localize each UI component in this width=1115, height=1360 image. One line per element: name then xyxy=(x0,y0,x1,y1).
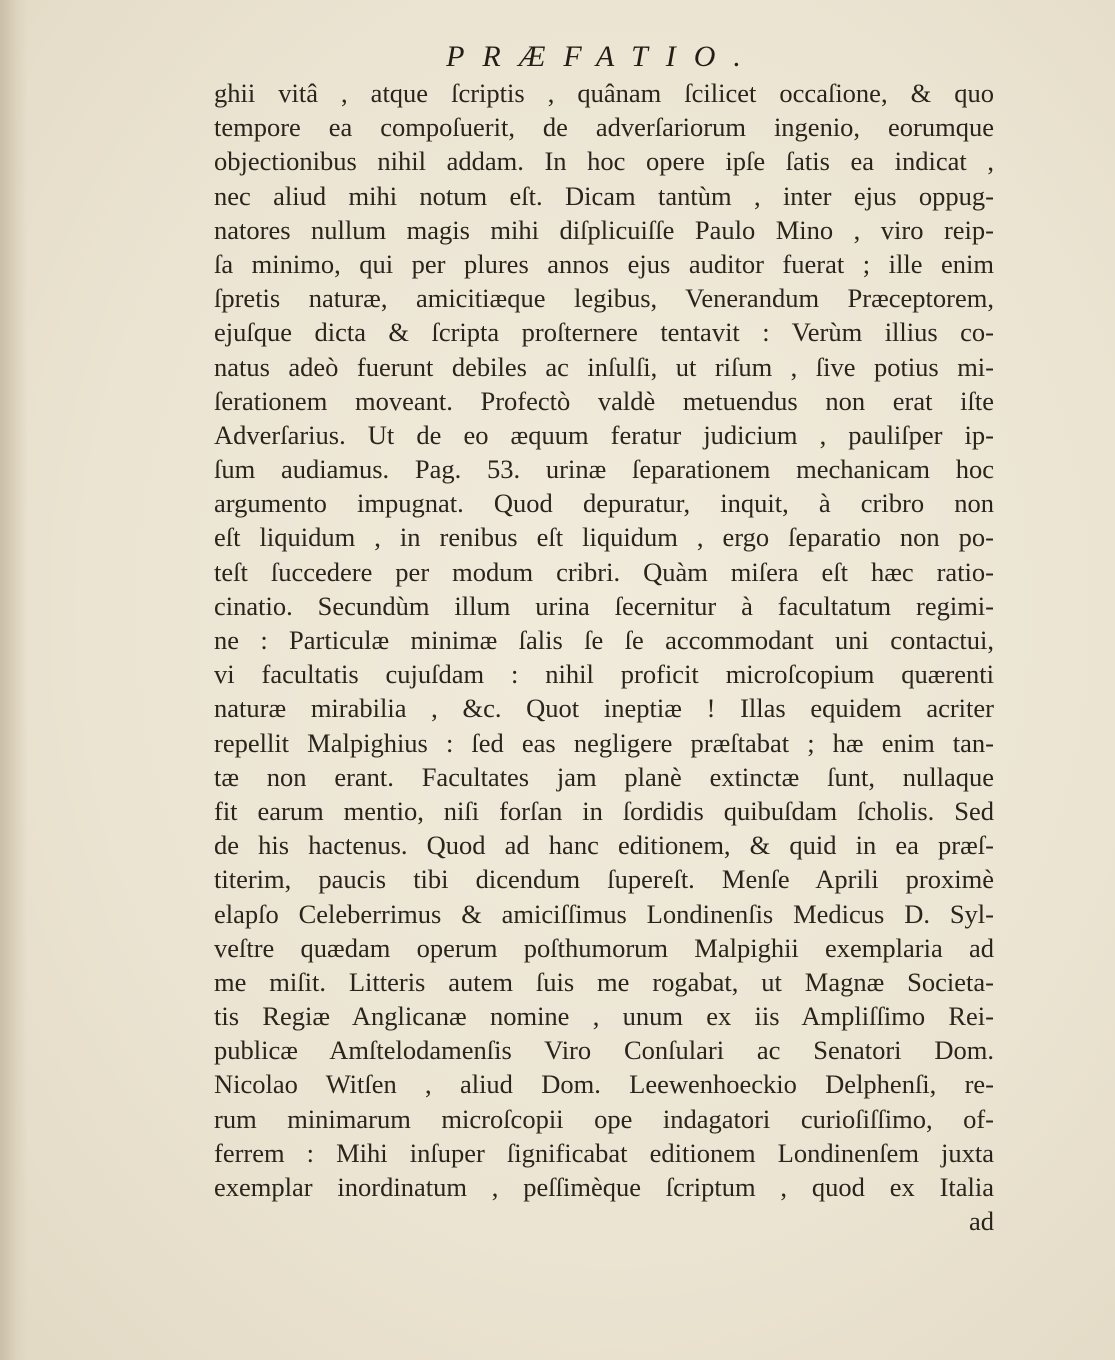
text-line: argumento impugnat. Quod depuratur, inquit, à cribro non xyxy=(214,488,994,519)
text-line: eſt liquidum , in renibus eſt liquidum , ergo ſeparatio non po- xyxy=(214,522,994,553)
body-text xyxy=(214,76,994,1238)
text-line: tæ non erant. Facultates jam planè extinctæ ſunt, nullaque xyxy=(214,761,994,792)
text-line: vi facultatis cujuſdam : nihil proficit microſcopium quærenti xyxy=(214,659,994,690)
text-line: titerim, paucis tibi dicendum ſupereſt. Menſe Aprili proximè xyxy=(214,864,994,895)
text-line: publicæ Amſtelodamenſis Viro Conſulari ac Senatori Dom. xyxy=(214,1035,994,1066)
text-line: natus adeò fuerunt debiles ac inſulſi, ut riſum , ſive potius mi- xyxy=(214,351,994,382)
text-line: de his hactenus. Quod ad hanc editionem, & quid in ea præſ- xyxy=(214,830,994,861)
text-line: exemplar inordinatum , peſſimèque ſcriptum , quod ex Italia xyxy=(214,1172,994,1202)
text-line: ſerationem moveant. Profectò valdè metuendus non erat iſte xyxy=(214,385,994,416)
text-line: veſtre quædam operum poſthumorum Malpighii exemplaria ad xyxy=(214,932,994,963)
text-line: ſa minimo, qui per plures annos ejus auditor fuerat ; ille enim xyxy=(214,248,994,279)
text-line: naturæ mirabilia , &c. Quot ineptiæ ! Illas equidem acriter xyxy=(214,693,994,724)
text-line: ferrem : Mihi inſuper ſignificabat editionem Londinenſem juxta xyxy=(214,1137,994,1168)
text-line: Nicolao Witſen , aliud Dom. Leewenhoeckio Delphenſi, re- xyxy=(214,1069,994,1100)
text-line: teſt ſuccedere per modum cribri. Quàm miſera eſt hæc ratio- xyxy=(214,556,994,587)
page-gutter-shadow xyxy=(0,0,28,1360)
text-line: natores nullum magis mihi diſplicuiſſe Paulo Mino , viro reip- xyxy=(214,214,994,245)
text-line: me miſit. Litteris autem ſuis me rogabat, ut Magnæ Societa- xyxy=(214,966,994,997)
running-head: PRÆFATIO. xyxy=(446,40,759,73)
text-line: ejuſque dicta & ſcripta proſternere tentavit : Verùm illius co- xyxy=(214,317,994,348)
text-line: nec aliud mihi notum eſt. Dicam tantùm , inter ejus oppug- xyxy=(214,180,994,211)
text-line: repellit Malpighius : ſed eas negligere præſtabat ; hæ enim tan- xyxy=(214,727,994,758)
text-line: fit earum mentio, niſi forſan in ſordidis quibuſdam ſcholis. Sed xyxy=(214,795,994,826)
text-line: Adverſarius. Ut de eo æquum feratur judicium , pauliſper ip- xyxy=(214,419,994,450)
text-line: objectionibus nihil addam. In hoc opere ipſe ſatis ea indicat , xyxy=(214,146,994,177)
catchword: ad xyxy=(968,1206,994,1237)
text-line: elapſo Celeberrimus & amiciſſimus Londinenſis Medicus D. Syl- xyxy=(214,898,994,929)
text-line: ghii vitâ , atque ſcriptis , quânam ſcilicet occaſione, & quo xyxy=(214,78,994,108)
text-line: ſpretis naturæ, amicitiæque legibus, Venerandum Præceptorem, xyxy=(214,283,994,314)
text-line: rum minimarum microſcopii ope indagatori curioſiſſimo, of- xyxy=(214,1103,994,1134)
text-line: cinatio. Secundùm illum urina ſecernitur à facultatum regimi- xyxy=(214,590,994,621)
text-line: tempore ea compoſuerit, de adverſariorum ingenio, eorumque xyxy=(214,112,994,143)
text-line: tis Regiæ Anglicanæ nomine , unum ex iis Ampliſſimo Rei- xyxy=(214,1001,994,1032)
text-line: ne : Particulæ minimæ ſalis ſe ſe accommodant uni contactui, xyxy=(214,625,994,655)
text-line: ſum audiamus. Pag. 53. urinæ ſeparationem mechanicam hoc xyxy=(214,454,994,485)
